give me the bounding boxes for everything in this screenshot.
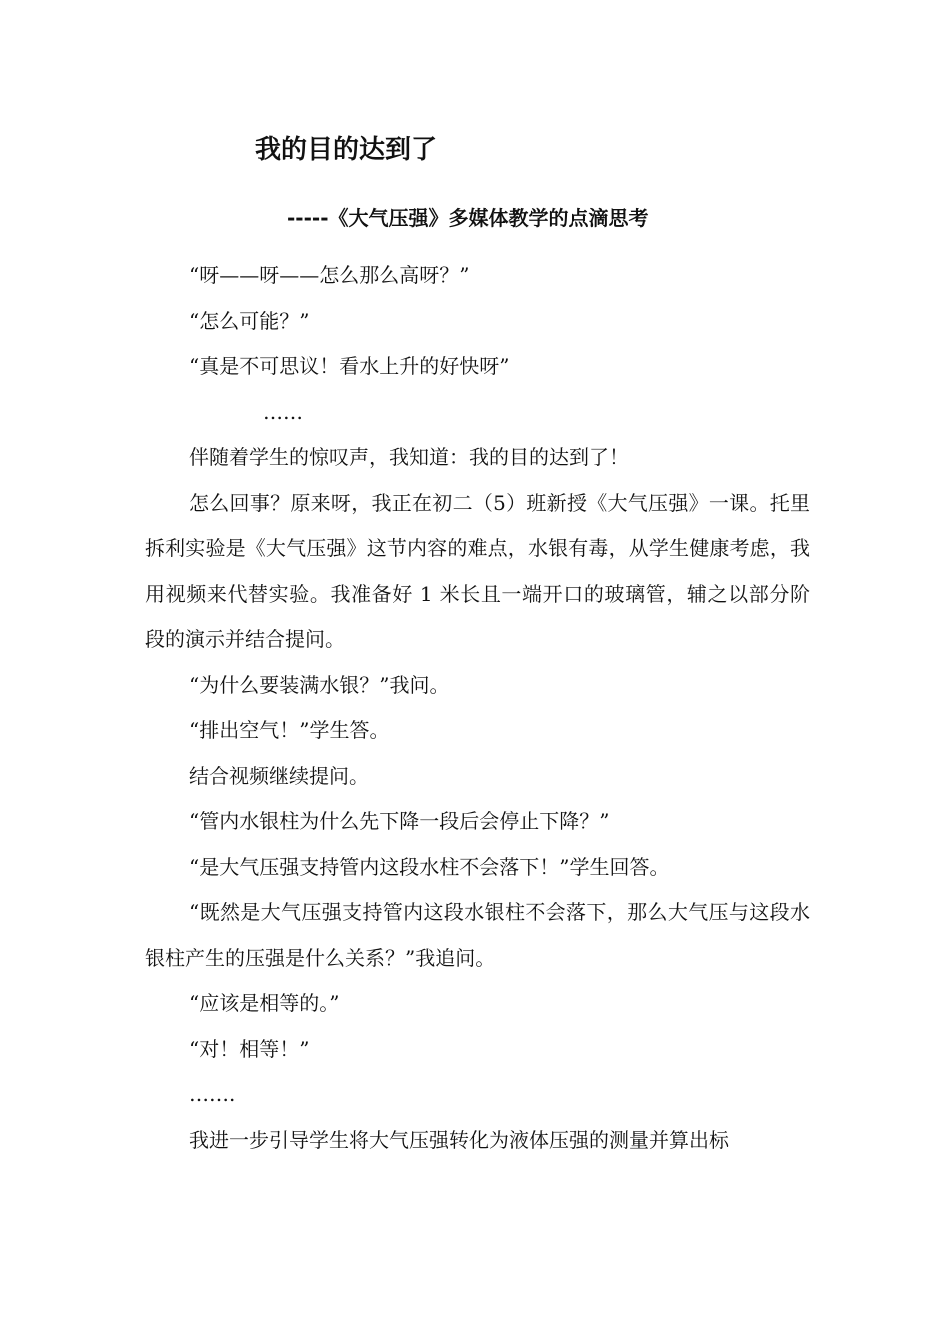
paragraph: “呀——呀——怎么那么高呀？”: [189, 263, 470, 287]
paragraph: “管内水银柱为什么先下降一段后会停止下降？”: [189, 809, 610, 833]
paragraph: 我进一步引导学生将大气压强转化为液体压强的测量并算出标: [189, 1127, 729, 1152]
paragraph: “是大气压强支持管内这段水柱不会落下！”学生回答。: [189, 854, 670, 879]
paragraph: “排出空气！”学生答。: [189, 718, 390, 742]
paragraph: 结合视频继续提问。: [189, 763, 369, 788]
paragraph: “真是不可思议！看水上升的好快呀”: [189, 354, 510, 378]
paragraph: 怎么回事？原来呀，我正在初二（5）班新授《大气压强》一课。托里拆利实验是《大气压强》这节内容的难点，水银有毒，从学生健康考虑，我用视频来代替实验。我准备好 1 米长且一端开口的玻璃管，辅之以部分阶段的演示并结合提问。: [145, 490, 810, 651]
paragraph: “怎么可能？”: [189, 308, 310, 333]
paragraph: “对！相等！”: [189, 1036, 310, 1061]
document-title: 我的目的达到了: [255, 135, 438, 165]
paragraph: 伴随着学生的惊叹声，我知道：我的目的达到了！: [189, 445, 629, 469]
ellipsis-line: ……: [263, 399, 303, 424]
document-body: [145, 253, 810, 1163]
paragraph: “应该是相等的。”: [189, 991, 340, 1015]
paragraph: “既然是大气压强支持管内这段水银柱不会落下，那么大气压与这段水银柱产生的压强是什么关系？”我追问。: [145, 900, 810, 970]
paragraph: “为什么要装满水银？”我问。: [189, 672, 450, 697]
document-subtitle: -----《大气压强》多媒体教学的点滴思考: [287, 206, 649, 230]
ellipsis-line: …….: [189, 1082, 236, 1106]
